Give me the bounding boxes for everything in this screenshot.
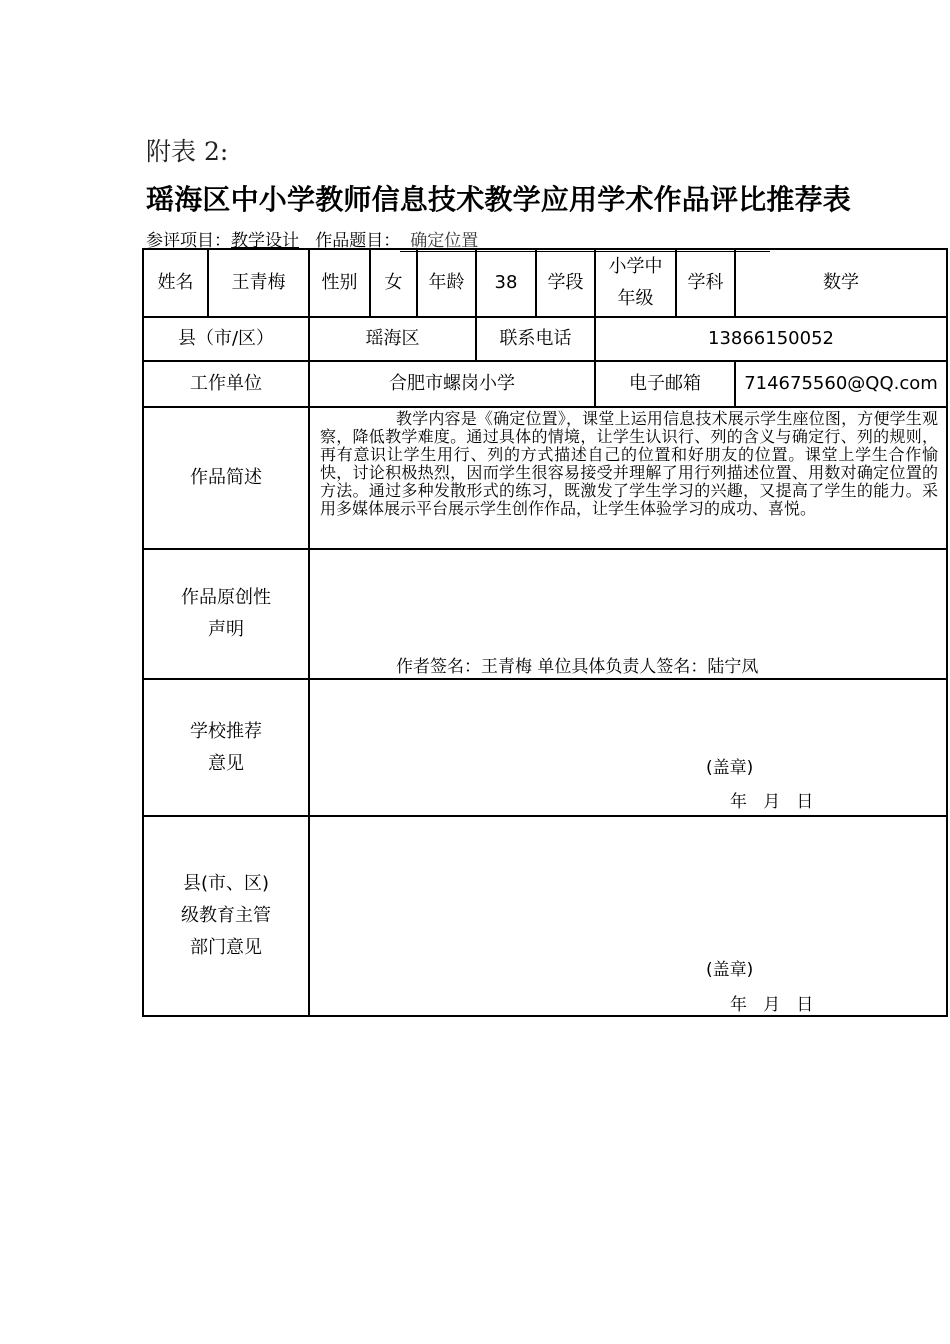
subject-value: 数学 [735, 249, 947, 317]
school-label-line2: 意见 [208, 752, 244, 774]
name-label: 姓名 [143, 249, 208, 317]
county-label: 县（市/区） [143, 317, 309, 361]
category-value: 教学设计 [231, 231, 299, 251]
county-phone-row [143, 317, 947, 361]
form-title: 瑶海区中小学教师信息技术教学应用学术作品评比推荐表 [146, 183, 852, 216]
summary-label: 作品简述 [143, 407, 309, 549]
originality-cell [309, 549, 947, 679]
unit-label: 工作单位 [143, 361, 309, 407]
gender-label: 性别 [309, 249, 370, 317]
county-label-line3: 部门意见 [190, 937, 262, 958]
county-stamp: (盖章) [706, 960, 754, 980]
school-date: 年 月 日 [730, 792, 814, 812]
phone-value: 13866150052 [595, 317, 947, 361]
school-opinion-cell [309, 679, 947, 816]
county-label-line1: 县(市、区) [182, 873, 270, 894]
category-label: 参评项目： [146, 231, 231, 251]
school-opinion-label [143, 679, 309, 816]
originality-label [143, 549, 309, 679]
summary-row [143, 407, 947, 549]
age-value: 38 [476, 249, 536, 317]
county-date: 年 月 日 [730, 995, 814, 1015]
county-opinion-row [143, 816, 947, 1016]
county-opinion-cell [309, 816, 947, 1016]
summary-text: 教学内容是《确定位置》，课堂上运用信息技术展示学生座位图，方便学生观察，降低教学难度。通过具体的情境，让学生认识行、列的含义与确定行、列的规则，再有意识让学生用行、列的方式描述自己的位置和好朋友的位置。课堂上学生合作愉快，讨论积极热烈，因而学生很容易接受并理解了用行列描述位置、用数对确定位置的方法。通过多种发散形式的练习，既激发了学生学习的兴趣，又提高了学生的能力。采用多媒体展示平台展示学生创作作品，让学生体验学习的成功、喜悦。 [320, 409, 938, 518]
name-value: 王青梅 [208, 249, 309, 317]
signature-line: 作者签名：王青梅 单位具体负责人签名：陆宁凤 [396, 657, 759, 677]
age-label: 年龄 [417, 249, 476, 317]
school-label-line1: 学校推荐 [190, 720, 262, 742]
basic-info-row [143, 249, 947, 317]
stage-value-line1: 小学中 [608, 256, 663, 277]
gender-value: 女 [370, 249, 417, 317]
unit-email-row [143, 361, 947, 407]
originality-row [143, 549, 947, 679]
work-title-value: 确定位置 [400, 226, 770, 252]
stage-label: 学段 [536, 249, 595, 317]
county-label-line2: 级教育主管 [181, 905, 271, 926]
subject-label: 学科 [676, 249, 735, 317]
recommendation-table [142, 248, 948, 1017]
school-opinion-row [143, 679, 947, 816]
county-value: 瑶海区 [309, 317, 476, 361]
school-stamp: (盖章) [706, 758, 754, 778]
attachment-label: 附表 2: [146, 137, 229, 166]
originality-label-line1: 作品原创性 [181, 587, 271, 608]
stage-value-line2: 年级 [617, 288, 654, 309]
unit-value: 合肥市螺岗小学 [309, 361, 595, 407]
email-label: 电子邮箱 [595, 361, 735, 407]
county-opinion-label [143, 816, 309, 1016]
work-title-label: 作品题目： [315, 231, 401, 251]
stage-value [595, 249, 676, 317]
summary-text-cell [309, 407, 947, 549]
phone-label: 联系电话 [476, 317, 595, 361]
email-value: 714675560@QQ.com [735, 361, 947, 407]
originality-label-line2: 声明 [208, 619, 244, 640]
